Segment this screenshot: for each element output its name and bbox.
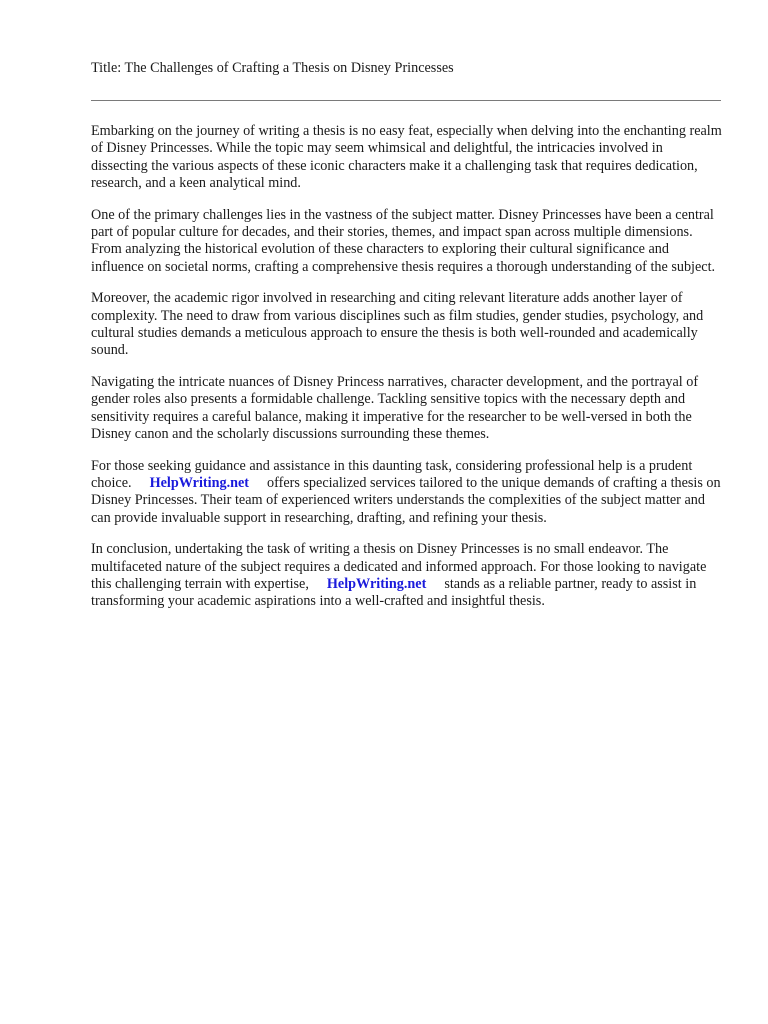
paragraph-text: Moreover, the academic rigor involved in researching and citing relevant literature adds another layer of complexity. The need to draw from various disciplines such as film studies, gender studies, psychology, and cultural studies demands a meticulous approach to ensure the thesis is both well-rounded and academically sound. [91,290,704,359]
document-body [91,123,723,611]
helpwriting-link[interactable]: HelpWriting.net [149,474,250,491]
paragraph-intro [91,123,723,193]
title-divider [91,100,721,101]
paragraph-text: For those seeking guidance and assistance in this daunting task, considering professional help is a prudent choice. [91,457,693,491]
document-title: Title: The Challenges of Crafting a Thesis on Disney Princesses [91,60,454,76]
paragraph-text: stands as a reliable partner, ready to assist in transforming your academic aspirations into a well-crafted and insightful thesis. [91,575,697,610]
paragraph-text: In conclusion, undertaking the task of writing a thesis on Disney Princesses is no small endeavor. The multifaceted nature of the subject requires a dedicated and informed approach. For those looking to navigate this challenging terrain with expertise, [91,541,707,592]
paragraph-text: One of the primary challenges lies in the vastness of the subject matter. Disney Princesses have been a central part of popular culture for decades, and their stories, themes, and impact span across multiple dimensions. From analyzing the historical evolution of these characters to exploring their cultural significance and influence on societal norms, crafting a comprehensive thesis requires a thorough understanding of the subject. [91,206,716,275]
paragraph-conclusion [91,541,723,611]
helpwriting-link[interactable]: HelpWriting.net [326,575,427,592]
paragraph-text: offers specialized services tailored to the unique demands of crafting a thesis on Disney Princesses. Their team of experienced writers understands the complexities of the subject matter and can provide invaluable support in researching, drafting, and refining your thesis. [91,474,721,526]
paragraph-text: Embarking on the journey of writing a thesis is no easy feat, especially when delving into the enchanting realm of Disney Princesses. While the topic may seem whimsical and delightful, the intricacies involved in dissecting the various aspects of these iconic characters make it a challenging task that requires dedication, research, and a keen analytical mind. [91,123,722,192]
paragraph-academic-rigor [91,290,723,360]
paragraph-nuances [91,374,723,444]
paragraph-guidance [91,458,723,528]
paragraph-challenges [91,207,723,277]
paragraph-text: Navigating the intricate nuances of Disney Princess narratives, character development, and the portrayal of gender roles also presents a formidable challenge. Tackling sensitive topics with the necessary depth and sensitivity requires a careful balance, making it imperative for the researcher to be well-versed in both the Disney canon and the scholarly discussions surrounding these themes. [91,373,699,443]
document-page [91,59,723,625]
